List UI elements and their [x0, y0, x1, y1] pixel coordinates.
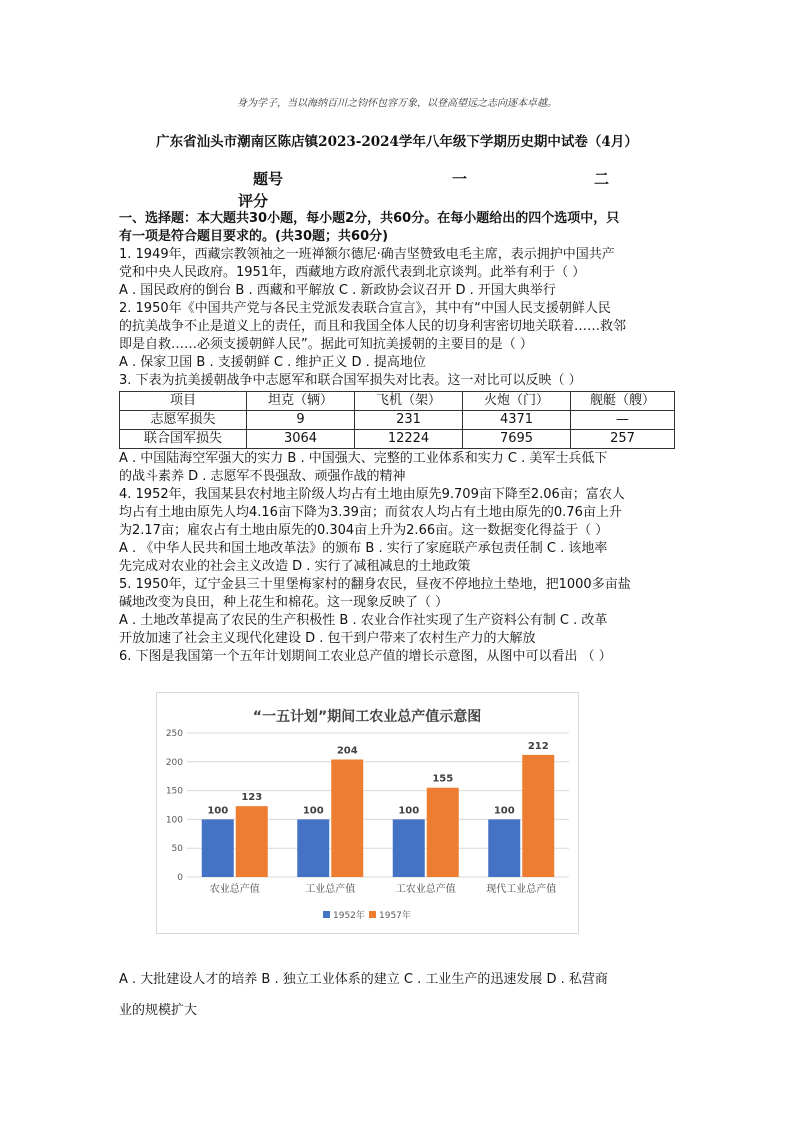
- x-tick-label: 农业总产值: [209, 884, 260, 895]
- bar: [236, 806, 268, 877]
- question-text: 4. 1952年，我国某县农村地主阶级人均占有土地由原先9.709亩下降至2.06亩；富农人: [119, 487, 625, 502]
- score-table-number-label: 题号: [253, 170, 284, 188]
- score-table-score-label: 评分: [238, 192, 269, 210]
- table-cell: 4371: [463, 411, 571, 430]
- question-text: 的抗美战争不止是道义上的责任，而且和我国全体人民的切身利害密切地关联着……救邻: [119, 319, 627, 334]
- data-label: 100: [493, 805, 515, 817]
- x-tick-label: 现代工业总产值: [486, 884, 557, 895]
- y-tick-label: 200: [165, 757, 183, 768]
- data-label: 212: [527, 740, 549, 752]
- question-text: 即是自救……必须支援朝鲜人民”。据此可知抗美援朝的主要目的是（ ）: [119, 337, 533, 352]
- table-header-cell: 项目: [120, 392, 247, 411]
- answer-options: A . 国民政府的倒台 B . 西藏和平解放 C . 新政协会议召开 D . 开国大典举行: [119, 283, 556, 298]
- bar: [522, 755, 554, 877]
- table-row: [120, 411, 675, 430]
- bar-chart-svg: [157, 693, 578, 933]
- data-label: 123: [241, 792, 263, 804]
- answer-options: A . 保家卫国 B . 支援朝鲜 C . 维护正义 D . 提高地位: [119, 355, 426, 370]
- table-cell: 12224: [355, 430, 463, 449]
- question-text: 为2.17亩；雇农占有土地由原先的0.304亩上升为2.66亩。这一数据变化得益于（ ）: [119, 523, 609, 538]
- bar: [331, 759, 363, 877]
- question-list: [119, 210, 675, 666]
- legend-swatch: [323, 911, 330, 918]
- legend-label: 1952年: [333, 911, 365, 921]
- table-header-cell: 坦克（辆）: [247, 392, 355, 411]
- data-label: 100: [302, 805, 324, 817]
- table-header-cell: 舰艇（艘）: [571, 392, 675, 411]
- data-label: 100: [207, 805, 229, 817]
- table-cell: 7695: [463, 430, 571, 449]
- section-heading: 一、选择题：本大题共30小题，每小题2分，共60分。在每小题给出的四个选项中，只: [119, 211, 620, 226]
- legend-swatch: [369, 911, 376, 918]
- answer-options: A . 大批建设人才的培养 B . 独立工业体系的建立 C . 工业生产的迅速发展 D . 私营商: [119, 972, 608, 987]
- answer-options: 先完成对农业的社会主义改造 D . 实行了减租减息的土地政策: [119, 559, 471, 574]
- answer-options: 开放加速了社会主义现代化建设 D . 包干到户带来了农村生产力的大解放: [119, 631, 536, 646]
- question-text: 碱地改变为良田，种上花生和棉花。这一现象反映了（ ）: [119, 595, 449, 610]
- question-text: 2. 1950年《中国共产党与各民主党派发表联合宣言》，其中有“中国人民支援朝鲜人民: [119, 301, 611, 316]
- x-tick-label: 工农业总产值: [395, 884, 456, 895]
- bar: [427, 788, 459, 877]
- output-value-chart: [156, 692, 579, 934]
- data-label: 100: [398, 805, 420, 817]
- table-cell: 231: [355, 411, 463, 430]
- bar: [202, 819, 234, 877]
- x-tick-label: 工业总产值: [305, 884, 356, 895]
- table-row: [120, 430, 675, 449]
- table-cell: 257: [571, 430, 675, 449]
- question-text: 6. 下图是我国第一个五年计划期间工农业总产值的增长示意图，从图中可以看出 （ ）: [119, 649, 612, 664]
- table-header-cell: 飞机（架）: [355, 392, 463, 411]
- answer-options: A . 《中华人民共和国土地改革法》的颁布 B . 实行了家庭联产承包责任制 C . 该地率: [119, 541, 608, 556]
- chart-title: “一五计划”期间工农业总产值示意图: [252, 709, 482, 725]
- answer-options: A . 土地改革提高了农民的生产积极性 B . 农业合作社实现了生产资料公有制 C . 改革: [119, 613, 608, 628]
- table-header-cell: 火炮（门）: [463, 392, 571, 411]
- table-cell: 志愿军损失: [120, 411, 247, 430]
- data-label: 204: [336, 745, 358, 757]
- question-text: 1. 1949年，西藏宗教领袖之一班禅额尔德尼·确吉坚赞致电毛主席，表示拥护中国共产: [119, 247, 615, 262]
- y-tick-label: 250: [165, 729, 183, 739]
- answer-options: 业的规模扩大: [119, 1003, 198, 1018]
- y-tick-label: 50: [171, 844, 183, 855]
- motto: 身为学子，当以海纳百川之钧怀包容万象，以登高望远之志向逐本卓越。: [237, 98, 557, 109]
- question-text: 3. 下表为抗美援朝战争中志愿军和联合国军损失对比表。这一对比可以反映（ ）: [119, 373, 582, 388]
- question-text: 均占有土地由原先人均4.16亩下降为3.39亩；而贫农人均占有土地由原先的0.76亩上升: [119, 505, 622, 520]
- question-text: 5. 1950年，辽宁金县三十里堡梅家村的翻身农民，昼夜不停地拉土垫地，把1000多亩盐: [119, 577, 631, 592]
- legend-label: 1957年: [379, 911, 411, 921]
- table-header-row: [120, 392, 675, 411]
- table-cell: 3064: [247, 430, 355, 449]
- score-table-col-2: 二: [594, 170, 610, 188]
- answer-options: 的战斗素养 D . 志愿军不畏强敌、顽强作战的精神: [119, 469, 406, 484]
- bar: [393, 819, 425, 877]
- score-table-col-1: 一: [452, 170, 468, 188]
- question-text: 党和中央人民政府。1951年，西藏地方政府派代表到北京谈判。此举有利于（ ）: [119, 265, 586, 280]
- losses-table: [119, 391, 675, 449]
- page-title: 广东省汕头市潮南区陈店镇2023-2024学年八年级下学期历史期中试卷（4月）: [156, 134, 638, 150]
- section-heading: 有一项是符合题目要求的。(共30题；共60分): [119, 229, 389, 244]
- bar: [297, 819, 329, 877]
- question-6-options: [119, 958, 675, 1033]
- data-label: 155: [432, 773, 454, 785]
- table-cell: 联合国军损失: [120, 430, 247, 449]
- table-cell: —: [571, 411, 675, 430]
- y-tick-label: 0: [177, 873, 183, 883]
- y-tick-label: 100: [165, 815, 183, 826]
- y-tick-label: 150: [165, 786, 183, 797]
- table-cell: 9: [247, 411, 355, 430]
- answer-options: A . 中国陆海空军强大的实力 B . 中国强大、完整的工业体系和实力 C . 美军士兵低下: [119, 451, 608, 466]
- bar: [488, 819, 520, 877]
